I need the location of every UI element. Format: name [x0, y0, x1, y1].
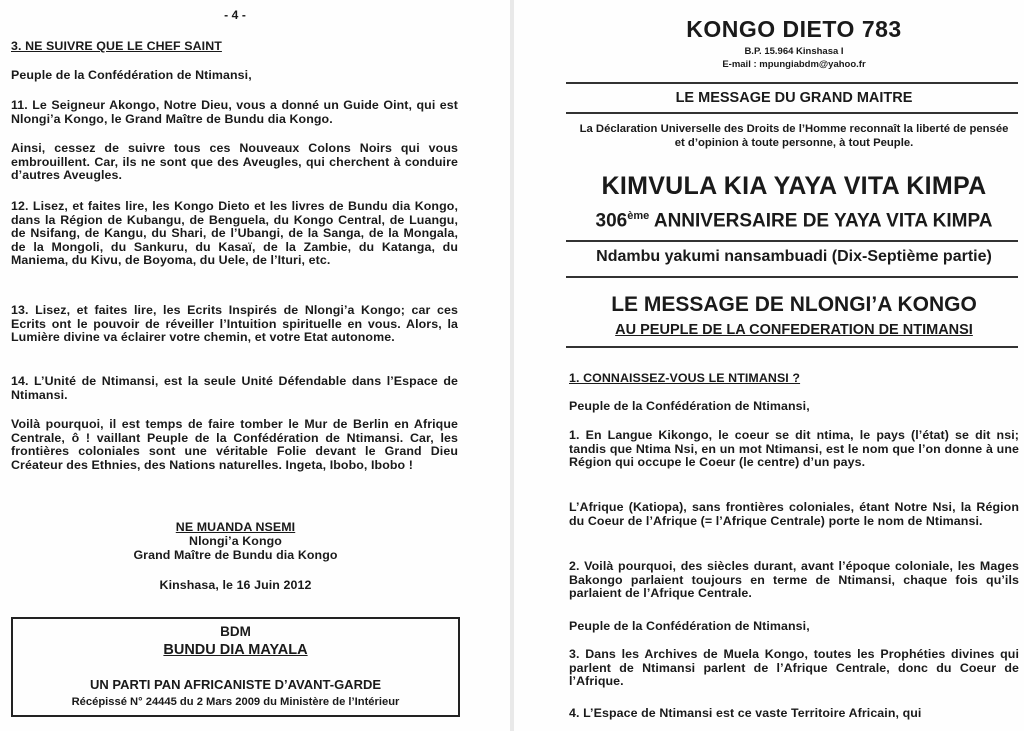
- paragraph-ainsi: Ainsi, cessez de suivre tous ces Nouveaux Colons Noirs qui vous embrouillent. Car, ils ne sont que des Aveugles, qui cherchent à conduire d’autres Aveugles.: [11, 141, 458, 183]
- kimvula-title: KIMVULA KIA YAYA VITA KIMPA: [601, 172, 987, 200]
- paragraph-3: 3. Dans les Archives de Muela Kongo, toutes les Prophéties divines qui parlent de Ntimansi parlent de l’Afrique Centrale, donc du Coeur de l’Afrique.: [569, 647, 1019, 689]
- message-heading: LE MESSAGE DU GRAND MAITRE: [675, 90, 913, 106]
- paragraph-2: 2. Voilà pourquoi, des siècles durant, avant l’époque coloniale, les Mages Bakongo parlaient toujours en terme de Ntimansi, chaque fois qu’ils parlaient de l’Afrique Centrale.: [569, 559, 1019, 601]
- section-heading: 3. NE SUIVRE QUE LE CHEF SAINT: [11, 39, 222, 53]
- audience-title: AU PEUPLE DE LA CONFEDERATION DE NTIMANSI: [615, 322, 973, 338]
- rule-message: [566, 112, 1018, 114]
- email-address: E-mail : mpungiabdm@yahoo.fr: [722, 59, 866, 70]
- paragraph-1: 1. En Langue Kikongo, le coeur se dit ntima, le pays (l’état) se dit nsi; tandis que Ntima Nsi, en un mot Ntimansi, est le nom que l’on donne à une Région qui occupe le Coeur (le centre) d’un pays.: [569, 428, 1019, 470]
- greeting-2: Peuple de la Confédération de Ntimansi,: [569, 619, 810, 633]
- paragraph-12: 12. Lisez, et faites lire, les Kongo Dieto et les livres de Bundu dia Kongo, dans la Région de Kubangu, de Benguela, du Kongo Central, de Luangu, de Nsifang, de Kangu, du Shari, de l’Ubangi, de la Sanga, de la Mongala, de la Mongoli, du Sankuru, du Kasaï, de la Zambie, du Katanga, du Maniema, du Kivu, de Boyoma, du Uele, de l’Ituri, etc.: [11, 199, 458, 268]
- page-number: - 4 -: [224, 8, 246, 22]
- greeting: Peuple de la Confédération de Ntimansi,: [11, 68, 252, 82]
- left-page: [0, 0, 510, 731]
- right-page: [514, 0, 1024, 731]
- greeting: Peuple de la Confédération de Ntimansi,: [569, 399, 810, 413]
- section-heading-1: 1. CONNAISSEZ-VOUS LE NTIMANSI ?: [569, 371, 801, 385]
- party-box: [11, 617, 460, 717]
- paragraph-13: 13. Lisez, et faites lire, les Ecrits Inspirés de Nlongi’a Kongo; car ces Ecrits ont le pouvoir de réveiller l’Intuition spirituelle en vous. Alors, la Lumière divine va éclairer votre chemin, et votre Etat autonome.: [11, 303, 458, 345]
- anniversary-title: [559, 210, 1024, 232]
- paragraph-14: 14. L’Unité de Ntimansi, est la seule Unité Défendable dans l’Espace de Ntimansi.: [11, 374, 458, 402]
- party-registration: Récépissé N° 24445 du 2 Mars 2009 du Ministère de l’Intérieur: [71, 696, 400, 708]
- paragraph-afrique: L’Afrique (Katiopa), sans frontières coloniales, étant Notre Nsi, la Région du Coeur de l’Afrique (= l’Afrique Centrale) porte le nom de Ntimansi.: [569, 500, 1019, 528]
- party-name: BUNDU DIA MAYALA: [163, 642, 308, 658]
- signature-subtitle: Grand Maître de Bundu dia Kongo: [133, 548, 338, 562]
- ndambu-subtitle: Ndambu yakumi nansambuadi (Dix-Septième partie): [596, 248, 992, 265]
- paragraph-11: 11. Le Seigneur Akongo, Notre Dieu, vous a donné un Guide Oint, qui est Nlongi’a Kongo, le Grand Maître de Bundu dia Kongo.: [11, 98, 458, 126]
- party-acronym: BDM: [220, 624, 251, 639]
- signature-title: Nlongi’a Kongo: [189, 534, 282, 548]
- party-slogan: UN PARTI PAN AFRICANISTE D’AVANT-GARDE: [89, 677, 382, 692]
- postal-box: B.P. 15.964 Kinshasa I: [744, 46, 844, 57]
- anniversary-text: ANNIVERSAIRE DE YAYA VITA KIMPA: [649, 210, 993, 232]
- declaration-text: La Déclaration Universelle des Droits de l’Homme reconnaît la liberté de pensée et d’opinion à toute personne, à tout Peuple.: [579, 123, 1009, 149]
- signature-name: NE MUANDA NSEMI: [175, 520, 296, 534]
- anniversary-number: 306: [595, 210, 628, 232]
- anniversary-suffix: ème: [627, 210, 650, 222]
- place-date: Kinshasa, le 16 Juin 2012: [159, 578, 312, 592]
- rule-audience: [566, 346, 1018, 348]
- rule-ndambu: [566, 276, 1018, 278]
- paragraph-4: 4. L’Espace de Ntimansi est ce vaste Territoire Africain, qui: [569, 706, 922, 720]
- rule-anniversary: [566, 240, 1018, 242]
- nlongi-message-title: LE MESSAGE DE NLONGI’A KONGO: [611, 293, 977, 316]
- masthead-title: KONGO DIETO 783: [686, 16, 902, 42]
- rule-top: [566, 82, 1018, 84]
- paragraph-voila: Voilà pourquoi, il est temps de faire tomber le Mur de Berlin en Afrique Centrale, ô ! vaillant Peuple de la Confédération de Ntimansi. Car, les frontières coloniales sont une véritable Folie devant le Grand Dieu Créateur des Ethnies, des Nations naturelles. Ingeta, Ibobo, Ibobo !: [11, 417, 458, 472]
